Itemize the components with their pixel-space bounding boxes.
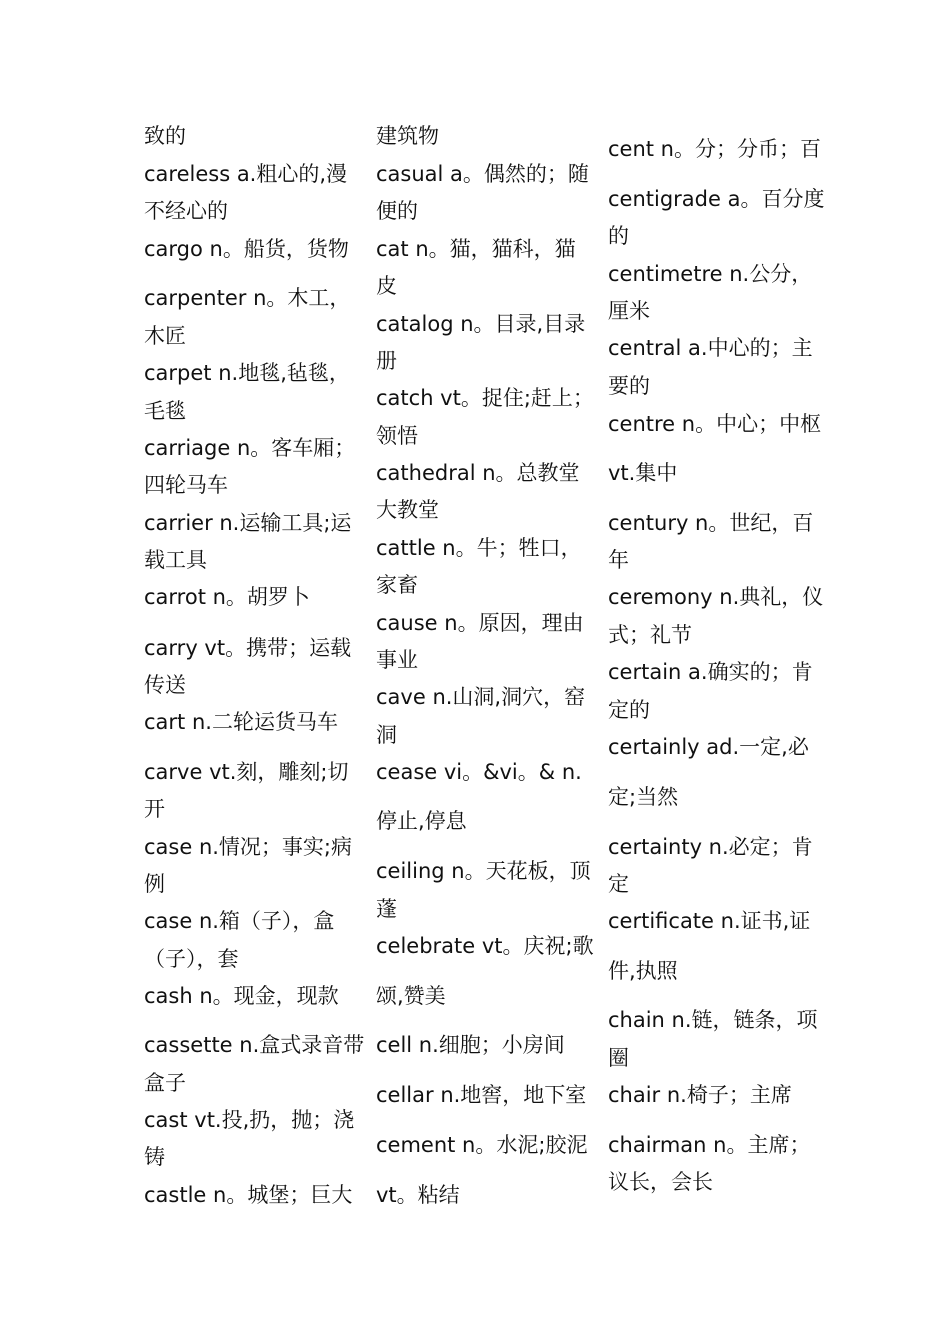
entry-line: catalog n。目录,目录: [376, 312, 586, 336]
entry-line: carry vt。携带；运载: [144, 636, 352, 660]
entry-line: 铸: [144, 1145, 165, 1169]
entry-line: cast vt.投,扔，抛；浇: [144, 1108, 355, 1132]
entry-line: 年: [608, 548, 629, 572]
entry-line: celebrate vt。庆祝;歌: [376, 934, 594, 958]
entry-line: 建筑物: [376, 124, 439, 148]
entry-line: 定的: [608, 698, 650, 722]
entry-line: 开: [144, 797, 165, 821]
entry-line: 例: [144, 872, 165, 896]
entry-line: cart n.二轮运货马车: [144, 710, 338, 734]
entry-line: certainty n.必定；肯: [608, 835, 813, 859]
entry-line: 盒子: [144, 1071, 186, 1095]
entry-line: chain n.链，链条，项: [608, 1008, 818, 1032]
entry-line: 定: [608, 872, 629, 896]
entry-line: 载工具: [144, 548, 207, 572]
entry-line: 定;当然: [608, 785, 679, 809]
entry-line: cell n.细胞；小房间: [376, 1033, 565, 1057]
entry-line: 皮: [376, 274, 397, 298]
entry-line: 大教堂: [376, 498, 439, 522]
entry-line: cat n。猫，猫科，猫: [376, 237, 576, 261]
entry-line: cash n。现金，现款: [144, 984, 339, 1008]
entry-line: chair n.椅子；主席: [608, 1083, 792, 1107]
entry-line: case n.箱（子），盒: [144, 909, 335, 933]
entry-line: carpenter n。木工，: [144, 286, 351, 310]
entry-line: 毛毯: [144, 399, 186, 423]
entry-line: 蓬: [376, 897, 397, 921]
entry-line: vt.集中: [608, 461, 678, 485]
entry-line: cause n。原因，理由: [376, 611, 584, 635]
entry-line: castle n。城堡；巨大: [144, 1183, 353, 1207]
entry-line: cement n。水泥;胶泥: [376, 1133, 588, 1157]
entry-line: centigrade a。百分度: [608, 187, 825, 211]
entry-line: carrier n.运输工具;运: [144, 511, 352, 535]
entry-line: chairman n。主席；: [608, 1133, 811, 1157]
entry-line: ceremony n.典礼，仪: [608, 585, 824, 609]
entry-line: 洞: [376, 723, 397, 747]
entry-line: carrot n。胡罗卜: [144, 585, 310, 609]
entry-line: cent n。分；分币；百: [608, 137, 821, 161]
entry-line: centimetre n.公分，: [608, 262, 813, 286]
entry-line: certainly ad.一定,必: [608, 735, 809, 759]
entry-line: cathedral n。总教堂: [376, 461, 580, 485]
entry-line: carpet n.地毯,毡毯，: [144, 361, 350, 385]
entry-line: centre n。中心；中枢: [608, 412, 822, 436]
entry-line: carriage n。客车厢；: [144, 436, 356, 460]
entry-line: cave n.山洞,洞穴，窑: [376, 685, 586, 709]
entry-line: cargo n。船货，货物: [144, 237, 349, 261]
entry-line: 不经心的: [144, 199, 228, 223]
entry-line: 事业: [376, 648, 418, 672]
entry-line: central a.中心的；主: [608, 336, 813, 360]
entry-line: 便的: [376, 199, 418, 223]
entry-line: vt。粘结: [376, 1183, 460, 1207]
entry-line: 家畜: [376, 573, 418, 597]
entry-line: 四轮马车: [144, 473, 228, 497]
entry-line: century n。世纪，百: [608, 511, 814, 535]
entry-line: （子），套: [144, 947, 239, 971]
entry-line: 的: [608, 224, 629, 248]
entry-line: casual a。偶然的；随: [376, 162, 589, 186]
entry-line: catch vt。捉住;赶上；: [376, 386, 594, 410]
entry-line: 册: [376, 349, 397, 373]
entry-line: cease vi。&vi。& n.: [376, 760, 582, 784]
entry-line: certificate n.证书,证: [608, 909, 811, 933]
entry-line: 要的: [608, 374, 650, 398]
entry-line: cassette n.盒式录音带: [144, 1033, 365, 1057]
entry-line: 件,执照: [608, 959, 678, 983]
entry-line: certain a.确实的；肯: [608, 660, 813, 684]
entry-line: 议长，会长: [608, 1170, 713, 1194]
entry-line: careless a.粗心的,漫: [144, 162, 348, 186]
entry-line: case n.情况；事实;病: [144, 835, 353, 859]
entry-line: 厘米: [608, 299, 650, 323]
entry-line: cattle n。牛；牲口，: [376, 536, 582, 560]
entry-line: 颂,赞美: [376, 984, 446, 1008]
entry-line: 停止,停息: [376, 809, 467, 833]
entry-line: 致的: [144, 124, 186, 148]
entry-line: ceiling n。天花板，顶: [376, 859, 591, 883]
entry-line: carve vt.刻，雕刻;切: [144, 760, 349, 784]
entry-line: 传送: [144, 673, 186, 697]
entry-line: cellar n.地窖，地下室: [376, 1083, 587, 1107]
entry-line: 式；礼节: [608, 623, 692, 647]
entry-line: 圈: [608, 1046, 629, 1070]
entry-line: 木匠: [144, 324, 186, 348]
entry-line: 领悟: [376, 424, 418, 448]
